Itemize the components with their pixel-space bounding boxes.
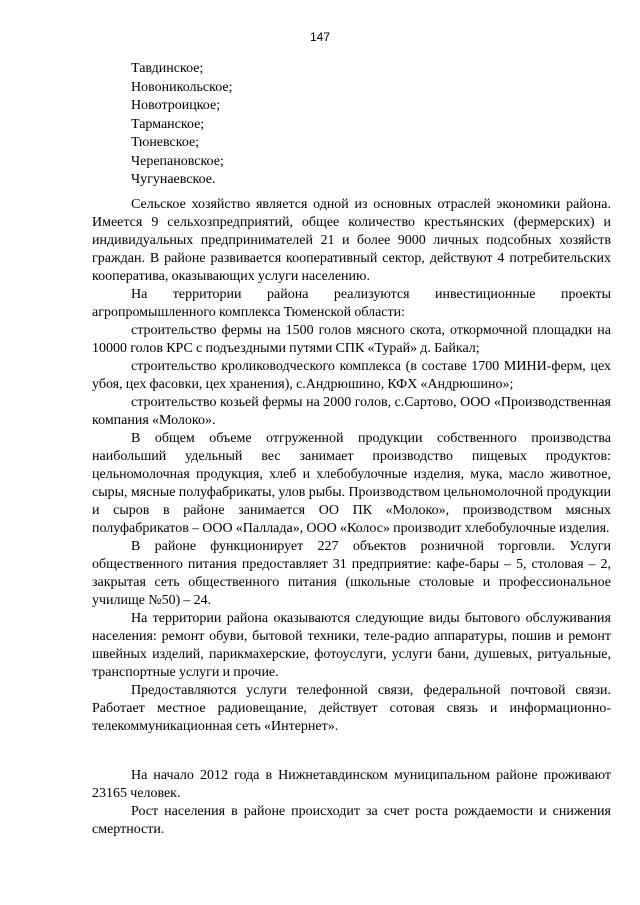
settlement-list xyxy=(131,60,232,190)
list-item: Новотроицкое; xyxy=(131,98,221,113)
paragraph-food-production: В общем объеме отгруженной продукции собственного производства наибольший удельный вес занимает производство пищевых продуктов: цельномолочная продукция, хлеб и хлебобулочные изделия, мука, масло животное, сыры, мясные полуфабрикаты, улов рыбы. Производством цельномолочной продукции и сыров в районе занимается ОО ПК «Молоко», производством мясных полуфабрикатов – ООО «Паллада», ООО «Колос» производит хлебобулочные изделия. xyxy=(92,431,611,536)
list-item: Новоникольское; xyxy=(131,79,233,95)
list-item: Тюневское; xyxy=(131,135,200,150)
paragraph-project-cattle-farm: строительство фермы на 1500 голов мясного скота, откормочной площадки на 10000 голов КРС с подъездными путями СПК «Турай» д. Байкал; xyxy=(92,323,611,356)
paragraph-retail-trade: В районе функционирует 227 объектов розничной торговли. Услуги общественного питания предоставляет 31 предприятие: кафе-бары – 5, столовая – 2, закрытая сеть общественного питания (школьные столовые и профессиональное училище №50) – 24. xyxy=(92,539,611,608)
paragraph-project-goat-farm: строительство козьей фермы на 2000 голов, с.Сартово, ООО «Производственная компания «Молоко». xyxy=(92,395,611,428)
list-item: Черепановское; xyxy=(131,153,224,169)
list-item: Чугунаевское. xyxy=(131,172,216,187)
paragraph-agriculture: Сельское хозяйство является одной из основных отраслей экономики района. Имеется 9 сельхозпредприятий, общее количество крестьянских (фермерских) и индивидуальных предпринимателей 21 и более 9000 личных подсобных хозяйств граждан. В районе развивается кооперативный сектор, действуют 4 потребительских кооператива, оказывающих услуги населению. xyxy=(92,197,611,284)
paragraph-population-growth: Рост населения в районе происходит за счет роста рождаемости и снижения смертности. xyxy=(92,804,611,837)
economy-section xyxy=(92,196,611,736)
population-section xyxy=(92,767,611,839)
paragraph-consumer-services: На территории района оказываются следующие виды бытового обслуживания населения: ремонт обуви, бытовой техники, теле-радио аппаратуры, пошив и ремонт швейных изделий, парикмахерские, фотоуслуги, услуги бани, душевых, ритуальные, транспортные услуги и прочие. xyxy=(92,611,611,680)
list-item: Тарманское; xyxy=(131,116,205,132)
paragraph-communications: Предоставляются услуги телефонной связи, федеральной почтовой связи. Работает местное радиовещание, действует сотовая связь и информационно-телекоммуникационная сеть «Интернет». xyxy=(92,683,611,734)
paragraph-project-rabbit-complex: строительство кролиководческого комплекса (в составе 1700 МИНИ-ферм, цех убоя, цех фасовки, цех хранения), с.Андрюшино, КФХ «Андрюшино»; xyxy=(92,359,611,392)
page-number: 147 xyxy=(309,30,331,44)
paragraph-population: На начало 2012 года в Нижнетавдинском муниципальном районе проживают 23165 человек. xyxy=(92,768,611,801)
paragraph-investment-intro: На территории района реализуются инвестиционные проекты агропромышленного комплекса Тюменской области: xyxy=(92,287,611,320)
list-item: Тавдинское; xyxy=(131,61,204,76)
